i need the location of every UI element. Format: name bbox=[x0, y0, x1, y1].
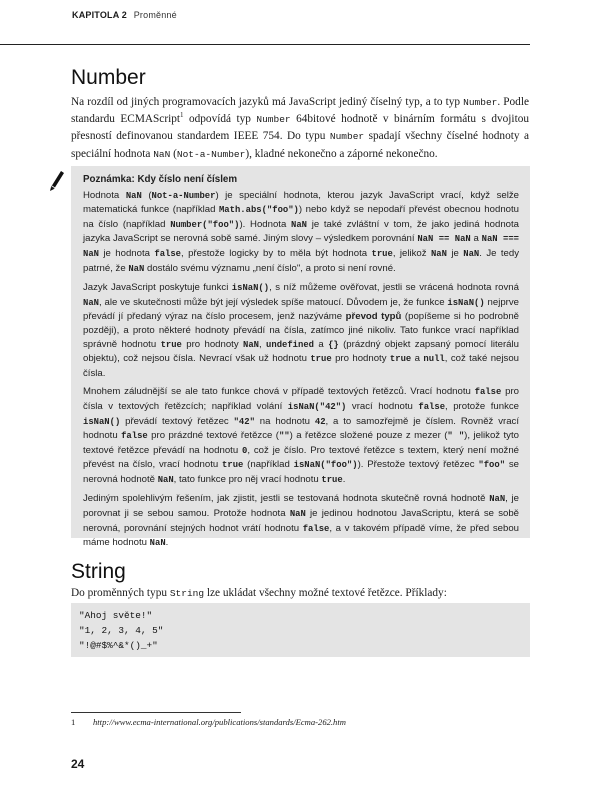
inline-code: Not-a-Number bbox=[176, 148, 246, 160]
inline-code: Number bbox=[463, 97, 498, 108]
note-paragraph-1: Hodnota NaN (Not-a-Number) je speciální hodnota, kterou jazyk JavaScript vrací, když selže matematická funkce (například Math.abs("foo")) nebo když se nepodaří převést obecnou hodnotu na číslo (například Number("foo")). Hodnota NaN je také zvláštní v tom, že jako jediná hodnota jazyka JavaScript se nerovná sobě samé. Jiným slovy – výsledkem porovnání NaN == NaN a NaN === NaN je hodnota false, přestože logicky by to měla být hodnota true, jelikož NaN je NaN. Je tedy patrné, že NaN dostálo svému významu „není číslo", a proto si není rovné. bbox=[83, 189, 520, 274]
code-line: "!@#$%^&*()_+" bbox=[79, 640, 158, 651]
page-number: 24 bbox=[71, 757, 85, 771]
inline-code: NaN bbox=[153, 148, 171, 160]
code-line: "Ahoj světe!" bbox=[79, 610, 153, 621]
section-heading-number: Number bbox=[71, 66, 146, 89]
inline-code: Number bbox=[256, 114, 291, 126]
strong-term: převod typů bbox=[345, 311, 402, 323]
code-line: "1, 2, 3, 4, 5" bbox=[79, 625, 164, 636]
header-rule bbox=[0, 44, 530, 45]
note-paragraph-4: Jediným spolehlivým řešením, jak zjistit, jestli se testovaná hodnota skutečně rovná hodnotě NaN, je porovnat ji se sebou samou. Protože hodnota NaN je jedinou hodnotou JavaScriptu, která se sobě nerovná, porovnání stejných hodnot vrátí hodnotu false, a v takovém případě víme, že před sebou máme hodnotu NaN. bbox=[83, 493, 520, 549]
running-header bbox=[72, 10, 528, 20]
footnote-url: http://www.ecma-international.org/publications/standards/Ecma-262.htm bbox=[93, 717, 346, 727]
inline-code: Number bbox=[329, 131, 365, 143]
note-paragraph-3: Mnohem záludnější se ale tato funkce chová v případě textových řetězců. Vrací hodnotu false pro čísla v textových řetězcích; například volání isNaN("42") vrací hodnotu false, protože funkce isNaN() převádí textový řetězec "42" na hodnotu 42, a to samozřejmě je číslem. Rovněž vrací hodnotu false pro prázdné textové řetězce ("") a řetězce složené pouze z mezer (" "), jelikož tyto textové řetězce převádí na hodnotu 0, což je číslo. Pro textové řetězce s textem, který není možné převést na číslo, vrací hodnotu true (například isNaN("foo")). Přestože textový řetězec "foo" se nerovná hodnotě NaN, tato funkce pro něj vrací hodnotu true. bbox=[83, 386, 520, 485]
chapter-title: Proměnné bbox=[133, 10, 177, 20]
note-box bbox=[71, 166, 530, 549]
footnote bbox=[71, 717, 346, 727]
code-block bbox=[71, 603, 530, 657]
note-paragraph-2: Jazyk JavaScript poskytuje funkci isNaN(), s níž můžeme ověřovat, jestli se vrácená hodnota rovná NaN, ale ve skutečnosti může být její výsledek spíše matoucí. Důvodem je, že funkce isNaN() nejprve převádí jí předaný výraz na číslo procesem, jenž nazýváme převod typů (popíšeme si ho podrobně později), a proto některé hodnoty převádí na čísla, zatímco jiné nikoliv. Tato funkce vrací například správně hodnotu true pro hodnoty NaN, undefined a {} (prázdný objekt zapsaný pomocí literálu objektu), což nejsou čísla. Nevrací však už hodnotu true pro hodnoty true a null, což také nejsou čísla. bbox=[83, 282, 519, 379]
chapter-label: KAPITOLA 2 bbox=[72, 10, 128, 20]
string-intro-paragraph: Do proměnných typu String lze ukládat všechny možné textové řetězce. Příklady: bbox=[71, 587, 447, 599]
pencil-icon bbox=[48, 168, 66, 192]
footnote-number: 1 bbox=[71, 717, 76, 727]
footnote-ref: 1 bbox=[180, 111, 184, 120]
note-title: Poznámka: Kdy číslo není číslem bbox=[83, 174, 238, 185]
section-heading-string: String bbox=[71, 560, 126, 583]
number-intro-paragraph: Na rozdíl od jiných programovacích jazyků má JavaScript jediný číselný typ, a to typ Number. Podle standardu ECMAScript$^1$ odpovídá typ Number 64bitové hodnotě v binárním formátu s dvojitou přesností definovanou standardem IEEE 754. Do typu Number spadají všechny číselné hodnoty a speciální hodnota NaN (Not-a-Number), kladné nekonečno a záporné nekonečno. bbox=[71, 96, 530, 160]
footnote-rule bbox=[71, 712, 241, 713]
inline-code: String bbox=[169, 588, 205, 599]
